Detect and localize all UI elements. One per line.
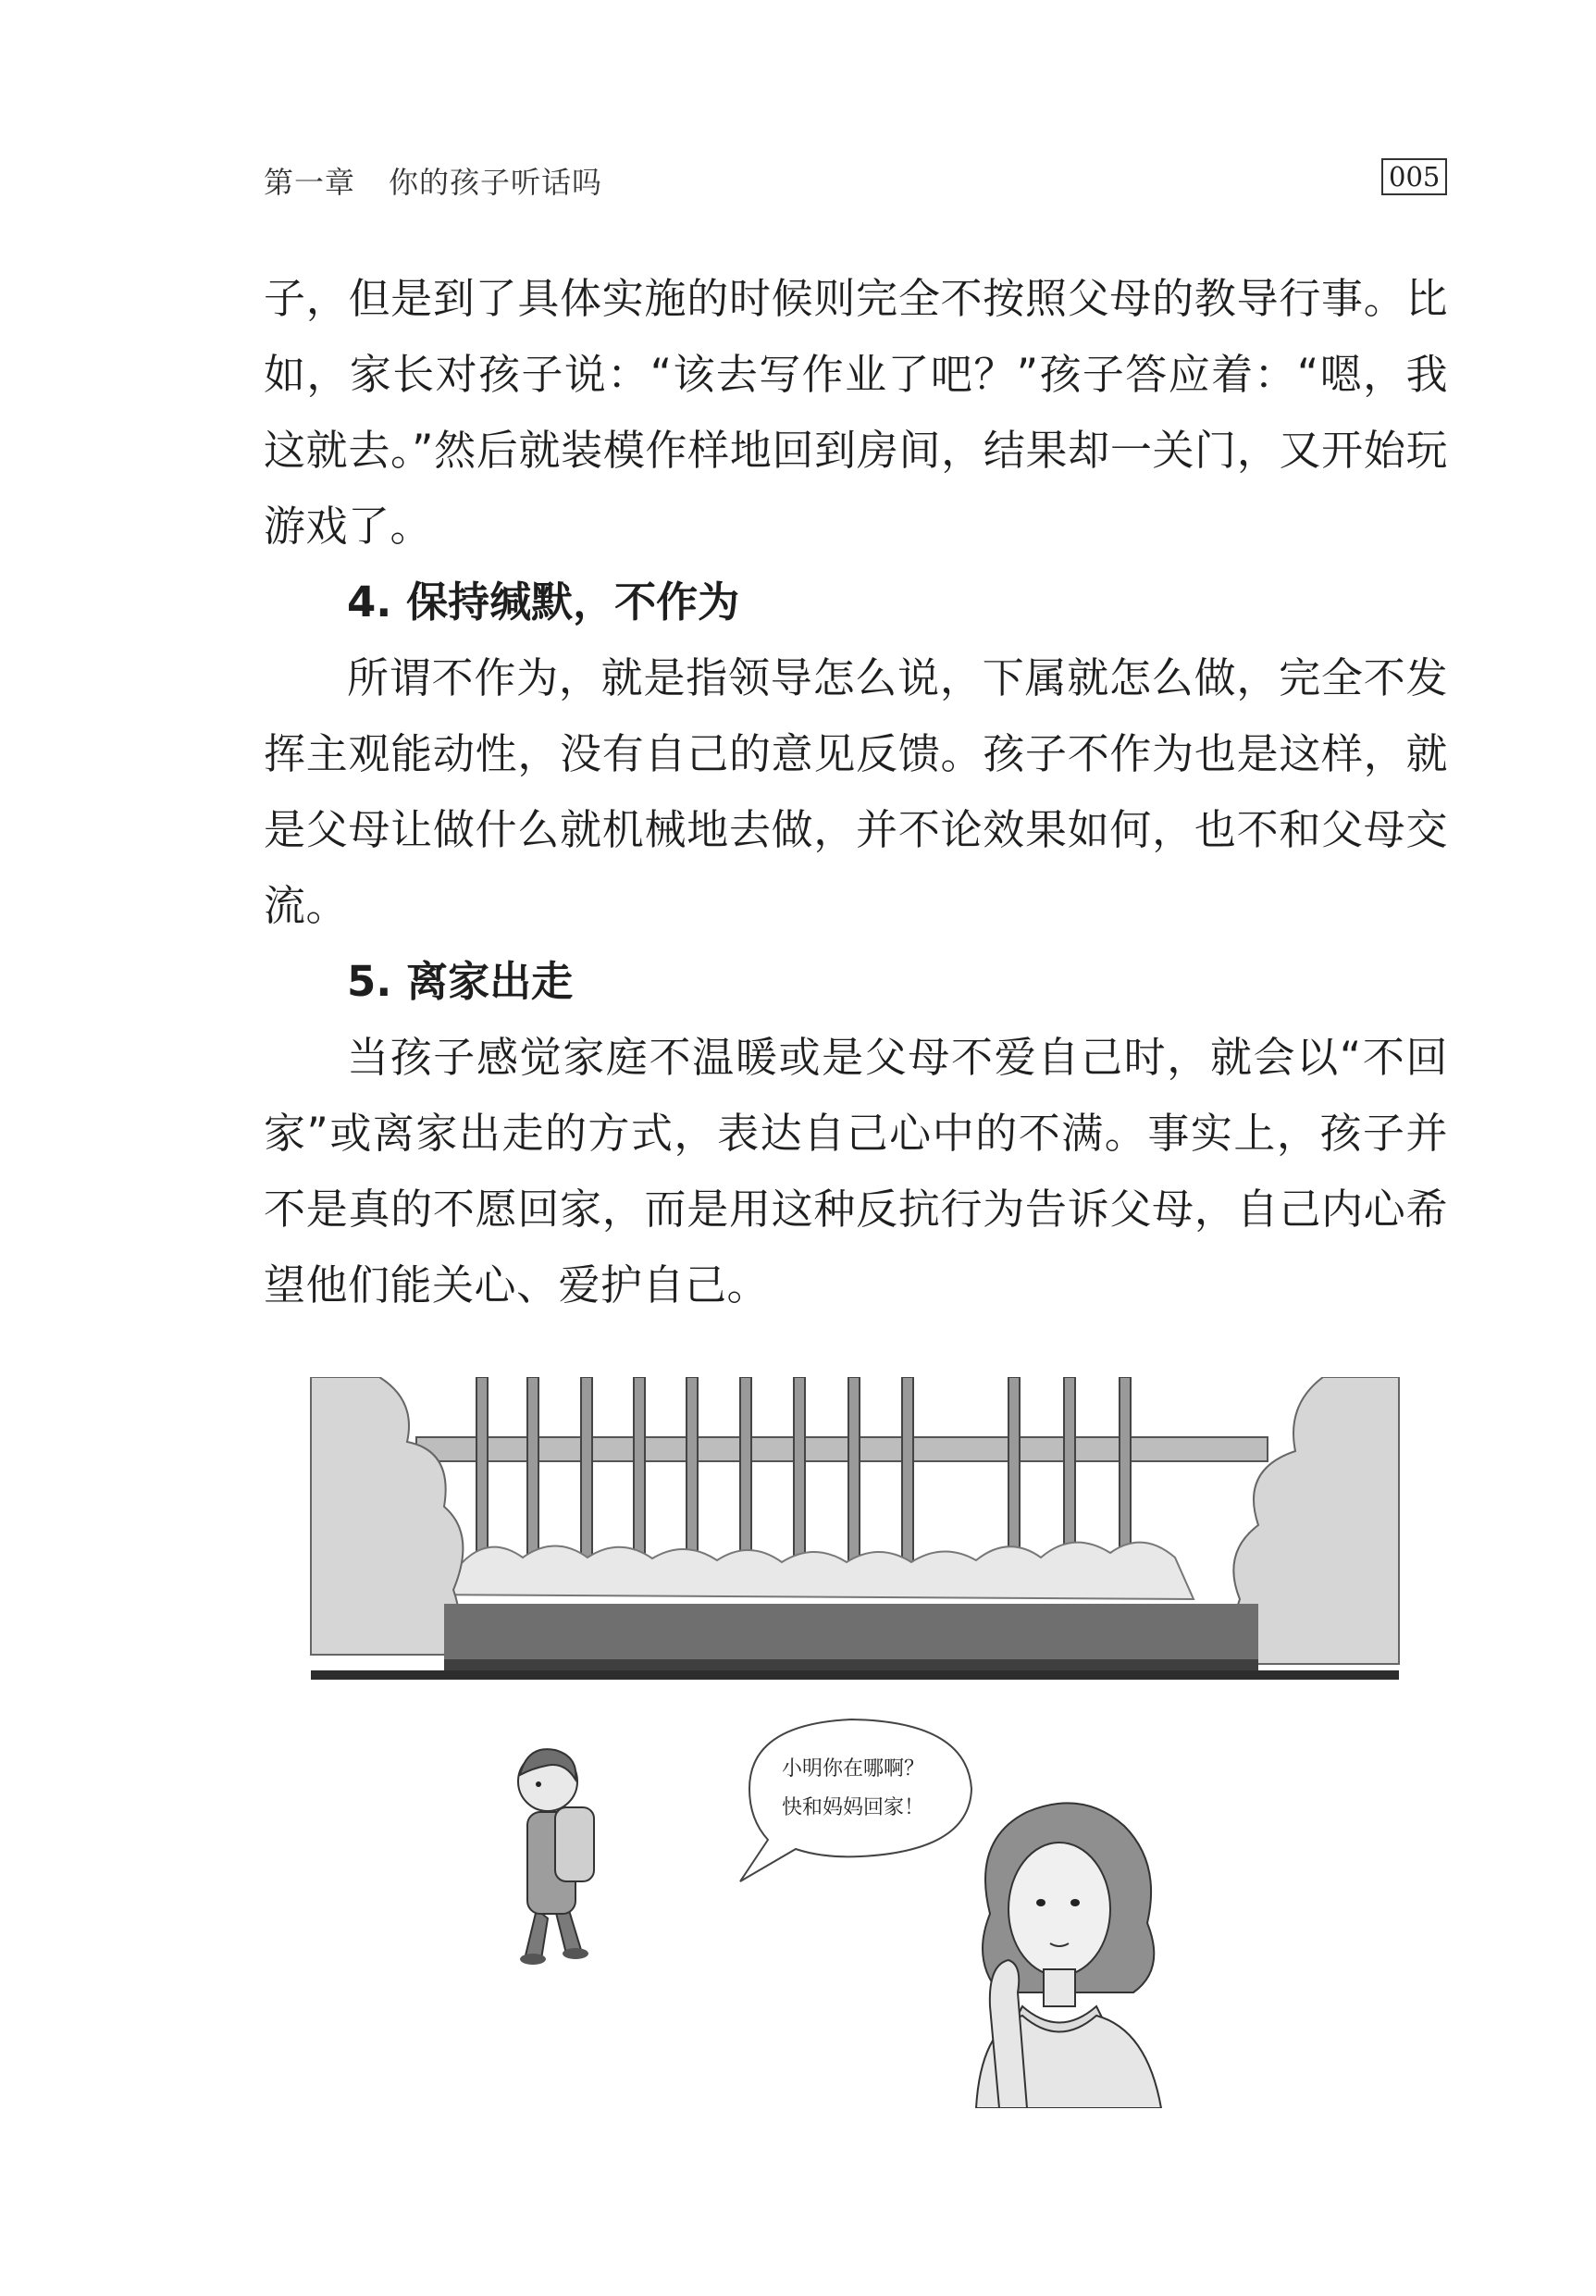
paragraph-silence: 所谓不作为，就是指领导怎么说，下属就怎么做，完全不发挥主观能动性，没有自己的意见反馈。孩子不作为也是这样，就是父母让做什么就机械地去做，并不论效果如何，也不和父母交流。 — [264, 653, 1448, 930]
chapter-label: 第一章 — [264, 165, 356, 200]
running-header — [264, 159, 602, 202]
section-heading-4: 4. 保持缄默，不作为 — [347, 577, 740, 627]
fence-scene — [311, 1377, 1399, 1682]
cartoon-illustration — [305, 1377, 1416, 2108]
section-heading-5: 5. 离家出走 — [347, 957, 574, 1006]
speech-bubble — [740, 1719, 971, 1881]
paragraph-run-away: 当孩子感觉家庭不温暖或是父母不爱自己时，就会以“不回家”或离家出走的方式，表达自己心中的不满。事实上，孩子并不是真的不愿回家，而是用这种反抗行为告诉父母，自己内心希望他们能关心、爱护自己。 — [264, 1033, 1448, 1309]
main-text — [264, 261, 1448, 1323]
speech-line-2: 快和妈妈回家！ — [782, 1796, 925, 1819]
paragraph-continued: 子，但是到了具体实施的时候则完全不按照父母的教导行事。比如，家长对孩子说：“该去写作业了吧？”孩子答应着：“嗯，我这就去。”然后就装模作样地回到房间，结果却一关门，又开始玩游戏了。 — [264, 274, 1448, 551]
speech-line-1: 小明你在哪啊？ — [782, 1757, 925, 1781]
page-number: 005 — [1381, 158, 1447, 195]
chapter-title: 你的孩子听话吗 — [389, 165, 603, 200]
mother-figure — [976, 1803, 1161, 2108]
boy-figure — [518, 1749, 594, 1965]
